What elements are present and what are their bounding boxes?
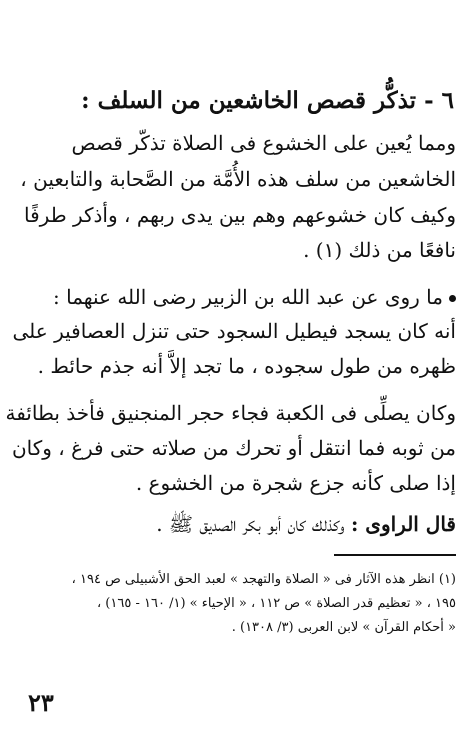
paragraph-line: وكان يصلِّى فى الكعبة فجاء حجر المنجنيق فأخذ بطائفة [5, 401, 456, 425]
bullet-dot [449, 295, 456, 302]
paragraph-line: أنه كان يسجد فيطيل السجود حتى تنزل العصافير على [12, 319, 456, 343]
paragraph-line: ظهره من طول سجوده ، ما تجد إلاَّ أنه جذم حائط . [37, 354, 456, 378]
narrator-text: وكذلك كان أبو بكر الصديق ﷺ . [156, 512, 345, 536]
paragraph-line: من ثوبه فما انتقل أو تحرك من صلاته حتى فرغ ، وكان [11, 436, 456, 460]
bullet-line [53, 287, 456, 307]
paragraph-line: إذا صلى كأنه جزع شجرة من الخشوع . [135, 471, 456, 495]
page-number: ٢٣ [28, 688, 54, 717]
paragraph-line: ومما يُعين على الخشوع فى الصلاة تذكّر قصص [71, 131, 456, 155]
narrator-line [156, 514, 456, 534]
footnote-divider [334, 554, 456, 556]
narrator-label: قال الراوى : [350, 512, 456, 536]
paragraph-line: نافعًا من ذلك (١) . [303, 238, 456, 262]
footnote-line: « أحكام القرآن » لابن العربى (٣/ ١٣٠٨) . [231, 620, 456, 635]
bullet-text: ما روى عن عبد الله بن الزبير رضى الله عنهما : [53, 285, 443, 309]
paragraph-line: وكيف كان خشوعهم وهم بين يدى ربهم ، وأذكر طرفًا [24, 203, 456, 227]
paragraph-line: الخاشعين من سلف هذه الأُمَّة من الصَّحابة والتابعين ، [20, 167, 456, 191]
footnote-line: (١) انظر هذه الآثار فى « الصلاة والتهجد » لعبد الحق الأشبيلى ص ١٩٤ ، [71, 572, 456, 587]
footnote-line: ١٩٥ ، « تعظيم قدر الصلاة » ص ١١٢ ، « الإحياء » (١/ ١٦٠ - ١٦٥) ، [96, 596, 456, 611]
section-heading: ٦ - تذكُّر قصص الخاشعين من السلف : [81, 87, 454, 114]
